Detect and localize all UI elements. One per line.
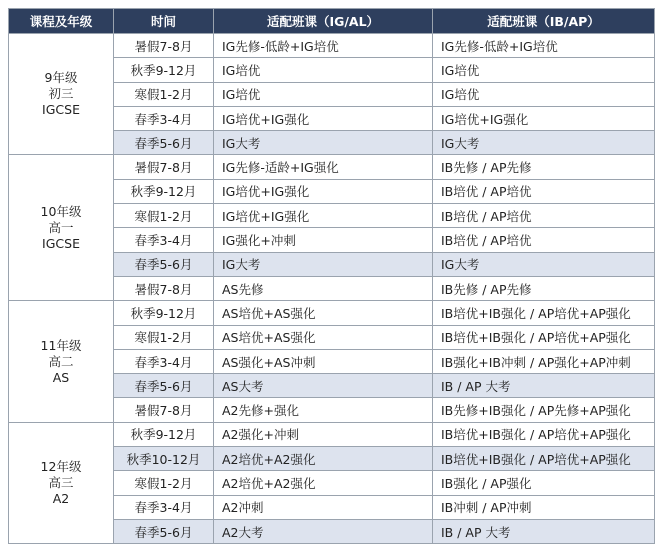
igal-course-cell: IG培优 <box>214 58 433 82</box>
ibap-course-cell: IB先修 / AP先修 <box>433 276 655 300</box>
igal-course-cell: IG培优+IG强化 <box>214 204 433 228</box>
time-cell: 春季3-4月 <box>114 106 214 130</box>
time-cell: 秋季9-12月 <box>114 179 214 203</box>
igal-course-cell: IG培优 <box>214 82 433 106</box>
igal-course-cell: IG先修-低龄+IG培优 <box>214 34 433 58</box>
igal-course-cell: A2冲刺 <box>214 495 433 519</box>
grade-label-line: AS <box>52 369 70 385</box>
ibap-course-cell: IB强化+IB冲刺 / AP强化+AP冲刺 <box>433 349 655 373</box>
course-schedule-table <box>8 8 655 544</box>
header-grade: 课程及年级 <box>9 9 114 34</box>
time-cell: 寒假1-2月 <box>114 471 214 495</box>
table-row <box>9 301 655 325</box>
ibap-course-cell: IG培优+IG强化 <box>433 106 655 130</box>
igal-course-cell: A2大考 <box>214 519 433 543</box>
igal-course-cell: IG大考 <box>214 252 433 276</box>
grade-label-line: IGCSE <box>42 102 80 118</box>
ibap-course-cell: IB培优+IB强化 / AP培优+AP强化 <box>433 447 655 471</box>
time-cell: 春季3-4月 <box>114 349 214 373</box>
igal-course-cell: AS培优+AS强化 <box>214 301 433 325</box>
time-cell: 春季3-4月 <box>114 228 214 252</box>
ibap-course-cell: IB培优 / AP培优 <box>433 179 655 203</box>
ibap-course-cell: IB / AP 大考 <box>433 519 655 543</box>
igal-course-cell: AS先修 <box>214 276 433 300</box>
grade-label-line: 9年级 <box>44 70 78 86</box>
ibap-course-cell: IB培优+IB强化 / AP培优+AP强化 <box>433 325 655 349</box>
igal-course-cell: A2先修+强化 <box>214 398 433 422</box>
ibap-course-cell: IG培优 <box>433 82 655 106</box>
grade-label-line: 10年级 <box>40 203 82 219</box>
grade-label-line: A2 <box>52 490 70 506</box>
header-time: 时间 <box>114 9 214 34</box>
ibap-course-cell: IB培优+IB强化 / AP培优+AP强化 <box>433 301 655 325</box>
grade-label-line: 高一 <box>48 219 74 235</box>
time-cell: 暑假7-8月 <box>114 34 214 58</box>
time-cell: 寒假1-2月 <box>114 82 214 106</box>
time-cell: 寒假1-2月 <box>114 204 214 228</box>
ibap-course-cell: IG大考 <box>433 131 655 155</box>
igal-course-cell: IG培优+IG强化 <box>214 179 433 203</box>
header-ibap: 适配班课（IB/AP） <box>433 9 655 34</box>
grade-cell <box>9 155 114 301</box>
ibap-course-cell: IB强化 / AP强化 <box>433 471 655 495</box>
grade-label-line: 高三 <box>48 474 74 490</box>
igal-course-cell: A2强化+冲刺 <box>214 422 433 446</box>
igal-course-cell: AS大考 <box>214 374 433 398</box>
grade-label-line: IGCSE <box>42 235 80 251</box>
time-cell: 秋季10-12月 <box>114 447 214 471</box>
igal-course-cell: AS培优+AS强化 <box>214 325 433 349</box>
time-cell: 暑假7-8月 <box>114 155 214 179</box>
igal-course-cell: IG强化+冲刺 <box>214 228 433 252</box>
time-cell: 春季3-4月 <box>114 495 214 519</box>
time-cell: 秋季9-12月 <box>114 422 214 446</box>
time-cell: 秋季9-12月 <box>114 301 214 325</box>
course-table-container <box>8 8 655 544</box>
igal-course-cell: IG培优+IG强化 <box>214 106 433 130</box>
time-cell: 春季5-6月 <box>114 131 214 155</box>
igal-course-cell: IG先修-适龄+IG强化 <box>214 155 433 179</box>
time-cell: 春季5-6月 <box>114 374 214 398</box>
grade-cell <box>9 422 114 543</box>
ibap-course-cell: IB冲刺 / AP冲刺 <box>433 495 655 519</box>
time-cell: 秋季9-12月 <box>114 58 214 82</box>
grade-cell <box>9 34 114 155</box>
time-cell: 寒假1-2月 <box>114 325 214 349</box>
ibap-course-cell: IG培优 <box>433 58 655 82</box>
table-body <box>9 34 655 544</box>
ibap-course-cell: IB培优 / AP培优 <box>433 204 655 228</box>
ibap-course-cell: IB先修 / AP先修 <box>433 155 655 179</box>
igal-course-cell: IG大考 <box>214 131 433 155</box>
ibap-course-cell: IG大考 <box>433 252 655 276</box>
header-igal: 适配班课（IG/AL） <box>214 9 433 34</box>
grade-label-line: 高二 <box>48 353 74 369</box>
grade-label-line: 12年级 <box>40 458 82 474</box>
table-row <box>9 422 655 446</box>
ibap-course-cell: IB培优+IB强化 / AP培优+AP强化 <box>433 422 655 446</box>
table-header-row <box>9 9 655 34</box>
time-cell: 春季5-6月 <box>114 519 214 543</box>
grade-label-line: 初三 <box>48 86 74 102</box>
grade-label-line: 11年级 <box>40 337 82 353</box>
grade-cell <box>9 301 114 422</box>
igal-course-cell: AS强化+AS冲刺 <box>214 349 433 373</box>
table-row <box>9 34 655 58</box>
ibap-course-cell: IB先修+IB强化 / AP先修+AP强化 <box>433 398 655 422</box>
igal-course-cell: A2培优+A2强化 <box>214 471 433 495</box>
time-cell: 暑假7-8月 <box>114 276 214 300</box>
igal-course-cell: A2培优+A2强化 <box>214 447 433 471</box>
ibap-course-cell: IG先修-低龄+IG培优 <box>433 34 655 58</box>
table-row <box>9 155 655 179</box>
time-cell: 春季5-6月 <box>114 252 214 276</box>
time-cell: 暑假7-8月 <box>114 398 214 422</box>
ibap-course-cell: IB / AP 大考 <box>433 374 655 398</box>
ibap-course-cell: IB培优 / AP培优 <box>433 228 655 252</box>
